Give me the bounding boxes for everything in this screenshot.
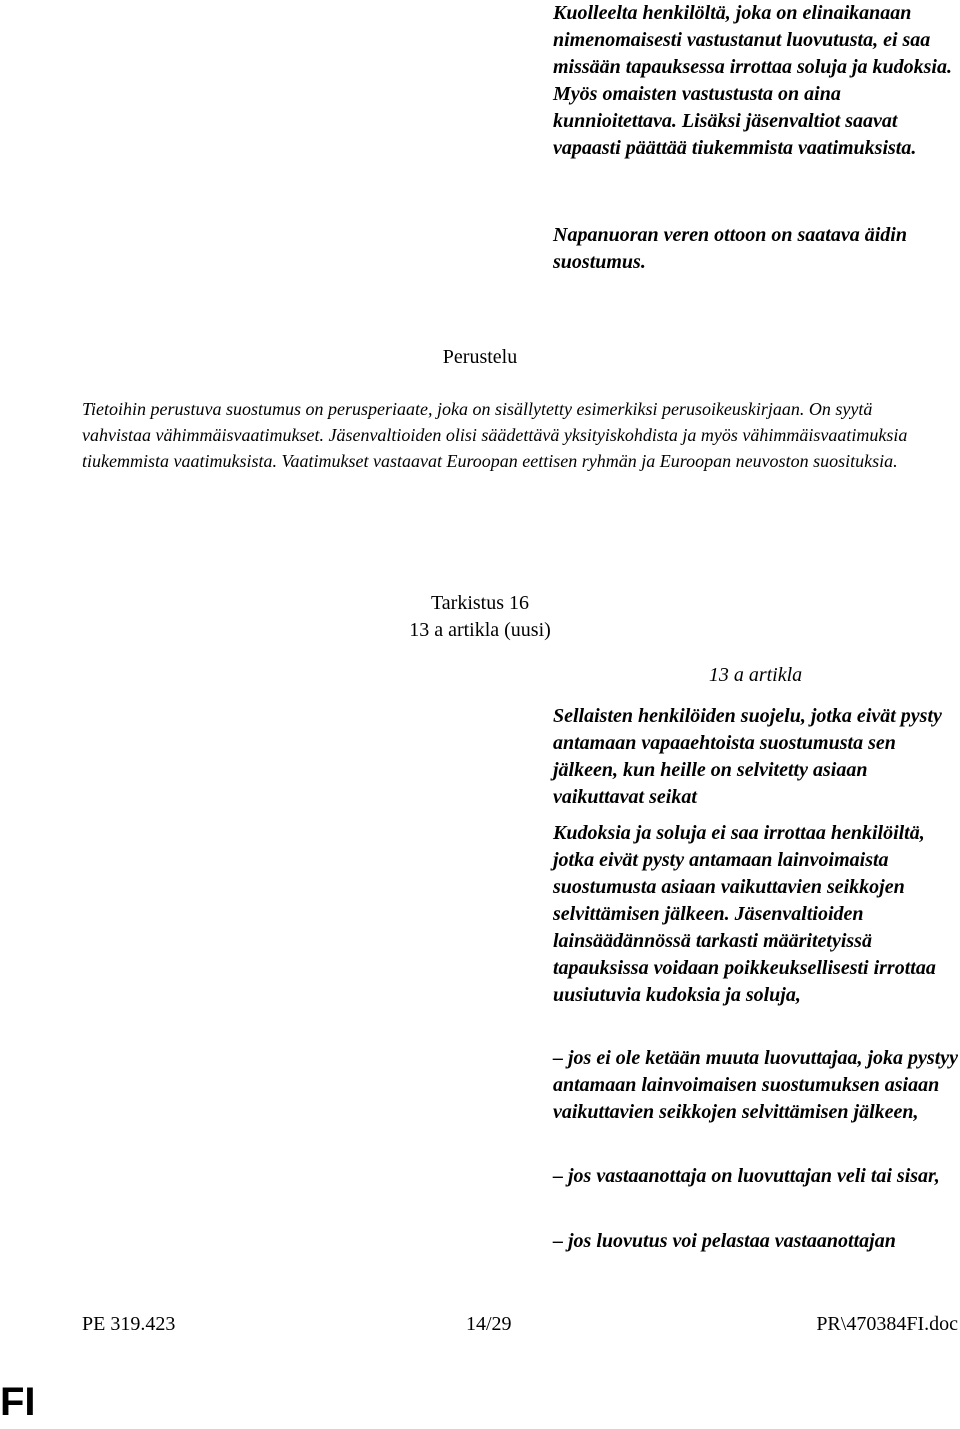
article-indent-3: – jos luovutus voi pelastaa vastaanottajan xyxy=(553,1230,896,1252)
amendment-header xyxy=(0,590,960,644)
cord-blood-paragraph: Napanuoran veren ottoon on saatava äidin suostumus. xyxy=(553,224,907,273)
article-indent-1: – jos ei ole ketään muuta luovuttajaa, joka pystyy antamaan lainvoimaisen suostumuksen asiaan vaikuttavien seikkojen selvittämisen jälkeen, xyxy=(553,1047,958,1123)
article-paragraph: Kudoksia ja soluja ei saa irrottaa henkilöiltä, jotka eivät pysty antamaan lainvoimaista suostumusta asiaan vaikuttavien seikkojen selvittämisen jälkeen. Jäsenvaltioiden lainsäädännössä tarkasti määritetyissä tapauksissa voidaan poikkeuksellisesti irrottaa uusiutuvia kudoksia ja soluja, xyxy=(553,822,936,1006)
footer-file-name: PR\470384FI.doc xyxy=(816,1313,958,1335)
language-code: FI xyxy=(0,1380,36,1424)
justification-heading: Perustelu xyxy=(442,346,518,368)
justification-text: Tietoihin perustuva suostumus on perusperiaate, joka on sisällytetty esimerkiksi perusoikeuskirjaan. On syytä vahvistaa vähimmäisvaatimukset. Jäsenvaltioiden olisi säädettävä yksityiskohdista ja myös vähimmäisvaatimuksia tiukemmista vaatimuksista. Vaatimukset vastaavat Euroopan eettisen ryhmän ja Euroopan neuvoston suosituksia. xyxy=(82,399,908,471)
article-heading: Sellaisten henkilöiden suojelu, jotka eivät pysty antamaan vapaaehtoista suostumusta sen jälkeen, kun heille on selvitetty asiaan vaikuttavat seikat xyxy=(553,705,942,808)
article-title: 13 a artikla xyxy=(708,664,803,686)
article-indent-2: – jos vastaanottaja on luovuttajan veli tai sisar, xyxy=(553,1165,940,1187)
deceased-donor-paragraph: Kuolleelta henkilöltä, joka on elinaikanaan nimenomaisesti vastustanut luovutusta, ei saa missään tapauksessa irrottaa soluja ja kudoksia. Myös omaisten vastustusta on aina kunnioitettava. Lisäksi jäsenvaltiot saavat vapaasti päättää tiukemmista vaatimuksista. xyxy=(553,2,952,159)
footer-document-number: PE 319.423 xyxy=(82,1313,176,1335)
footer-page-number: 14/29 xyxy=(466,1313,512,1335)
amendment-number: Tarkistus 16 xyxy=(430,592,530,614)
amendment-reference: 13 a artikla (uusi) xyxy=(409,619,551,641)
